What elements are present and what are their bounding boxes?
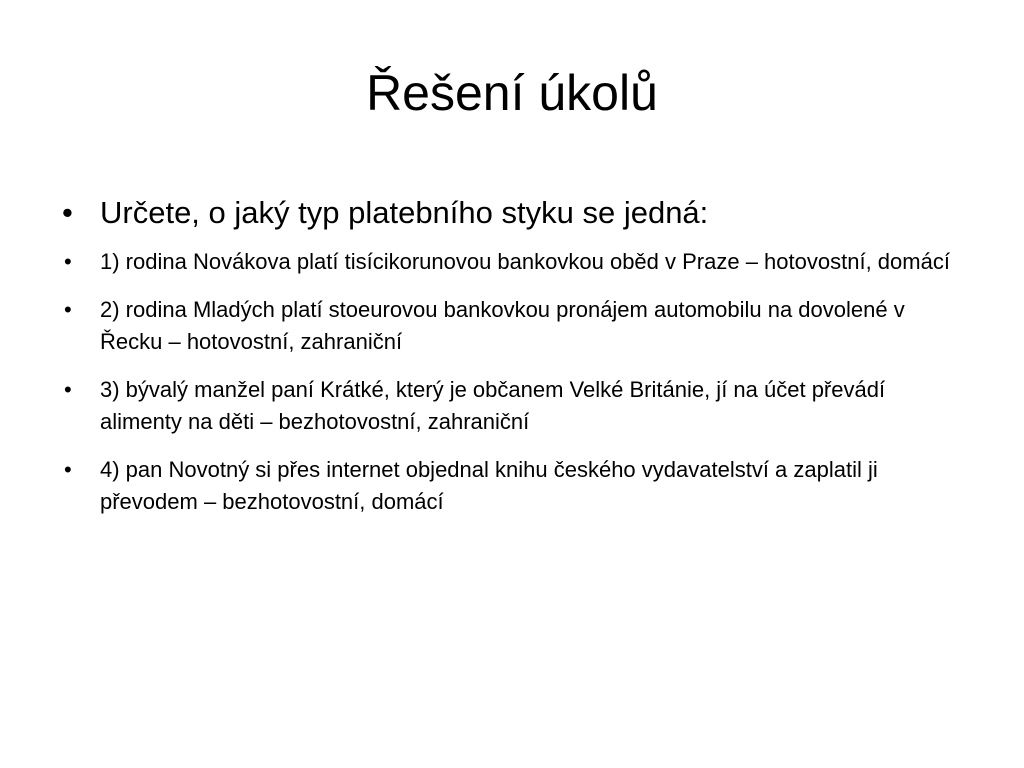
list-item-text: Určete, o jaký typ platebního styku se jedná: (100, 195, 709, 230)
list-item-4 (60, 454, 970, 518)
bullet-icon: • (64, 297, 72, 322)
bullet-icon: • (62, 195, 73, 230)
slide-title: Řešení úkolů (366, 65, 658, 121)
list-item-text: 3) bývalý manžel paní Krátké, který je občanem Velké Británie, jí na účet převádí alimenty na děti – bezhotovostní, zahraniční (100, 377, 886, 434)
list-item-text: 4) pan Novotný si přes internet objednal knihu českého vydavatelství a zaplatil ji převodem – bezhotovostní, domácí (100, 457, 878, 514)
list-item-1 (60, 246, 970, 278)
list-item-text: 2) rodina Mladých platí stoeurovou bankovkou pronájem automobilu na dovolené v Řecku – hotovostní, zahraniční (100, 297, 905, 354)
list-item-lead (60, 190, 970, 236)
bullet-icon: • (64, 377, 72, 402)
bullet-icon: • (64, 249, 72, 274)
list-item-2 (60, 294, 970, 358)
list-item-text: 1) rodina Novákova platí tisícikorunovou bankovkou oběd v Praze – hotovostní, domácí (100, 249, 950, 274)
list-item-3 (60, 374, 970, 438)
bullet-icon: • (64, 457, 72, 482)
bullet-list (60, 190, 970, 534)
